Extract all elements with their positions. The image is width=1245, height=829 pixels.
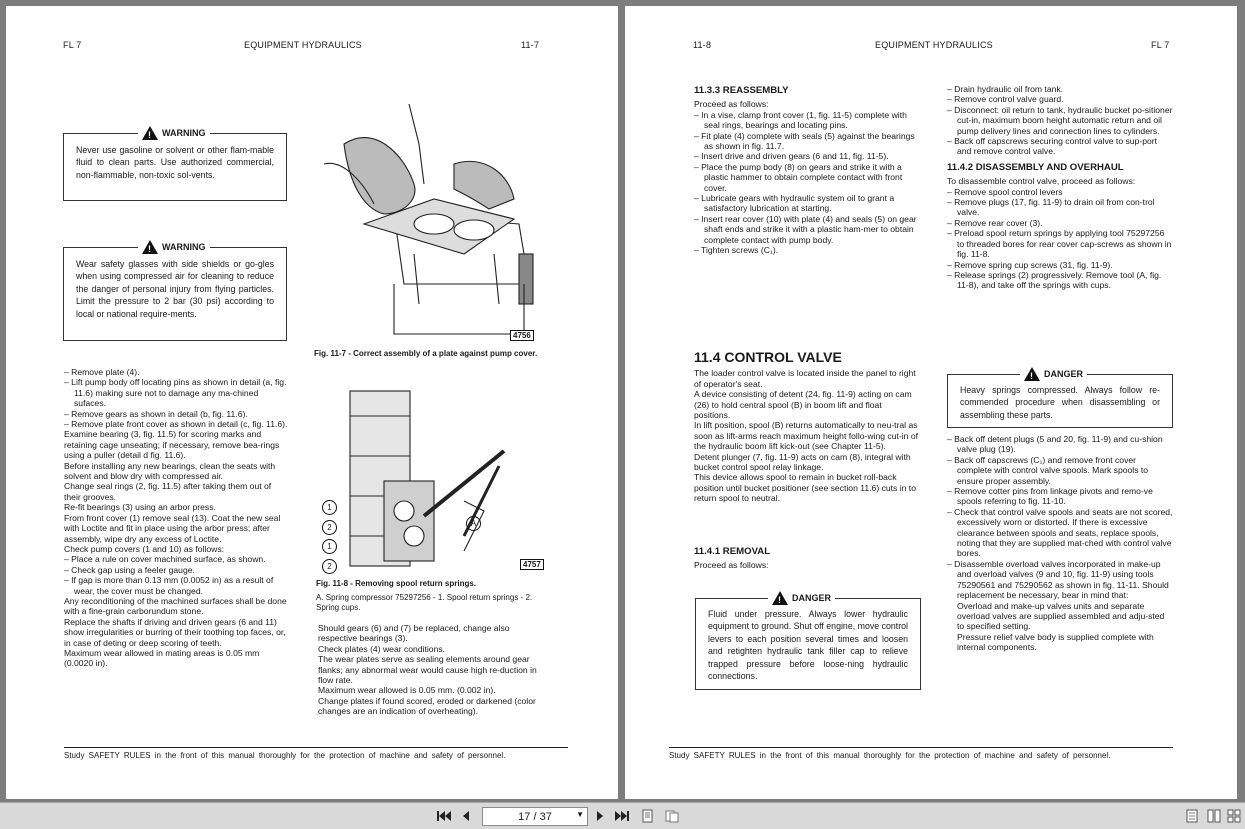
paragraph: – Disassemble overload valves incorporated in make-up and overload valves (9 and 10, fig. 11-9) using tools 75290561 and 75290562 as shown in fig. 11-11. Should replacement be necessary, bear in mind that: bbox=[947, 558, 1169, 601]
callout: 2 bbox=[322, 520, 337, 535]
paragraph: – Release springs (2) progressively. Remove tool (A, fig. 11-8), and take off the springs with cups. bbox=[947, 269, 1162, 291]
paragraph: Replace the shafts if driving and driven gears (6 and 11) show irregularities or burring of their toothing top faces, or, in case of deting or deep scoring of teeth. bbox=[64, 616, 286, 648]
warning-box bbox=[63, 127, 287, 201]
paragraph: – Remove cotter pins from linkage pivots and remo-ve spools referring to fig. 11-10. bbox=[947, 486, 1153, 507]
two-page-icon[interactable] bbox=[664, 808, 680, 824]
paragraph: In lift position, spool (B) returns automatically to neu-tral as soon as lift-arms reach maximum height follo-wing cut-in of the hydraulic boom lift kick-out (see Chapter 11-5). bbox=[694, 420, 918, 452]
figure-number: 4756 bbox=[510, 330, 534, 341]
safety-footer: Study SAFETY RULES in the front of this manual thoroughly for the protection of machine and safety of personnel. bbox=[64, 747, 568, 760]
paragraph: – Check that control valve spools and seats are not scored, excessively worn or distorted. If there is excessive clearance between spools and seats, replace spools, noting that they are supplied mat-ched with control valve bores. bbox=[947, 506, 1173, 559]
callout: 1 bbox=[322, 500, 337, 515]
removal-section bbox=[694, 545, 920, 571]
paragraph: – Back off capscrews securing control valve to sup-port and remove control valve. bbox=[947, 136, 1158, 157]
scroll-view-icon[interactable] bbox=[1184, 808, 1200, 824]
warning-text: Wear safety glasses with side shields or go-gles when using compressed air for cleaning to reduce the danger of personal injury from flying particles. Limit the pressure to 2 bar (30 psi) according to local or national require-ments. bbox=[76, 259, 274, 319]
paragraph: Maximum wear allowed is 0.05 mm. (0.002 in). bbox=[318, 685, 496, 696]
paragraph: A device consisting of detent (24, fig. 11-9) acting on cam (26) to hold central spool (B) in boom lift and float positions. bbox=[694, 389, 912, 421]
danger-text: Fluid under pressure. Always lower hydraulic equipment to ground. Shut off engine, move control levers to each position several times and loosen and retighten hydraulic tank filler cap to relieve trapped pressure before loose-ning hydraulic connections. bbox=[708, 609, 908, 682]
right-column-text-continued bbox=[947, 434, 1173, 653]
prev-page-icon[interactable] bbox=[458, 808, 474, 824]
figure-number: 4757 bbox=[520, 559, 544, 570]
warning-header bbox=[138, 126, 210, 140]
figure-11-7 bbox=[314, 104, 538, 340]
paragraph: – Place a rule on cover machined surface, as shown. bbox=[64, 554, 266, 565]
paragraph: – If gap is more than 0.13 mm (0.0052 in) as a result of wear, the cover must be changed. bbox=[64, 575, 274, 596]
danger-header bbox=[768, 591, 835, 605]
paragraph: – Back off detent plugs (5 and 20, fig. 11-9) and cu-shion valve plug (19). bbox=[947, 434, 1163, 455]
left-page bbox=[6, 6, 618, 799]
paragraph: – Lubricate gears with hydraulic system oil to grant a satisfactory lubrication at starting. bbox=[694, 193, 895, 214]
warning-icon bbox=[142, 126, 158, 140]
paragraph: – Remove plate (4). bbox=[64, 367, 140, 377]
paragraph: Proceed as follows: bbox=[694, 560, 769, 571]
danger-text: Heavy springs compressed. Always follow re-commended procedure when disassembling or assembling these parts. bbox=[960, 385, 1160, 420]
last-page-icon[interactable] bbox=[614, 808, 630, 824]
danger-header bbox=[1020, 367, 1087, 381]
single-page-icon[interactable] bbox=[640, 808, 656, 824]
section-heading: 11.4.2 DISASSEMBLY AND OVERHAUL bbox=[947, 161, 1124, 173]
paragraph: Change seal rings (2, fig. 11.5) after taking them out of their grooves. bbox=[64, 481, 272, 502]
header-page-number: 11-7 bbox=[521, 40, 540, 50]
warning-label: WARNING bbox=[162, 241, 206, 252]
paragraph: Examine bearing (3, fig. 11.5) for scoring marks and retaining cage unseating; if necessary, remove bea-rings using a puller (detail d fig. 11.6). bbox=[64, 429, 280, 461]
warning-header bbox=[138, 240, 210, 254]
section-heading: 11.4.1 REMOVAL bbox=[694, 546, 771, 557]
paragraph: Proceed as follows: bbox=[694, 99, 769, 110]
danger-icon bbox=[772, 591, 788, 605]
paragraph: – Remove gears as shown in detail (b, fig. 11.6). bbox=[64, 408, 248, 419]
figure-caption: Fig. 11-7 - Correct assembly of a plate against pump cover. bbox=[314, 349, 538, 358]
danger-icon bbox=[1024, 367, 1040, 381]
warning-box bbox=[63, 241, 287, 341]
danger-label: DANGER bbox=[1044, 368, 1084, 379]
danger-box bbox=[947, 368, 1173, 428]
grid-view-icon[interactable] bbox=[1226, 808, 1242, 824]
callout: 1 bbox=[322, 539, 337, 554]
control-valve-section bbox=[694, 348, 920, 504]
header-right: FL 7 bbox=[1151, 40, 1170, 50]
warning-text: Never use gasoline or solvent or other flam-mable fluid to clean parts. Use authorized commercial, non-flammable, non-toxic sol-vents. bbox=[76, 145, 274, 180]
paragraph: Maximum wear allowed in mating areas is 0.05 mm (0.0020 in). bbox=[64, 647, 260, 669]
figure-11-8 bbox=[314, 386, 548, 576]
paragraph: The wear plates serve as sealing elements around gear flanks; any abnormal wear would cause high re-duction in flow rate. bbox=[318, 654, 537, 686]
page-indicator: 17 / 37 bbox=[518, 810, 552, 823]
first-page-icon[interactable] bbox=[436, 808, 452, 824]
paragraph: – Fit plate (4) complete with seals (5) against the bearings as shown in fig. 11.7. bbox=[694, 130, 915, 152]
paragraph: From front cover (1) remove seal (13). Coat the new seal with Loctite and fit in place using the arbor press; after assembly, wipe dry any excess of Loctite. bbox=[64, 512, 281, 544]
safety-footer: Study SAFETY RULES in the front of this manual thoroughly for the protection of machine and safety of personnel. bbox=[669, 747, 1173, 760]
paragraph: Any reconditioning of the machined surfaces shall be done with a fine-grain carborundum stone. bbox=[64, 595, 287, 617]
header-page-number: 11-8 bbox=[693, 40, 712, 50]
next-page-icon[interactable] bbox=[592, 808, 608, 824]
right-column-text bbox=[318, 623, 550, 717]
paragraph: This device allows spool to remain in bucket roll-back position until bucket positioner (see section 11.6) cuts in to return spool to neutral. bbox=[694, 472, 916, 504]
paragraph: Re-fit bearings (3) using an arbor press. bbox=[64, 502, 216, 513]
paragraph: – Remove plate front cover as shown in detail (c, fig. 11.6). bbox=[64, 419, 288, 430]
callout: A bbox=[466, 516, 481, 531]
facing-view-icon[interactable] bbox=[1206, 808, 1222, 824]
paragraph: Detent plunger (7, fig. 11-9) acts on cam (8), integral with bucket control spool relay linkage. bbox=[694, 451, 911, 473]
danger-label: DANGER bbox=[792, 592, 832, 603]
control-valve-illustration bbox=[314, 386, 548, 576]
paragraph: Check plates (4) wear conditions. bbox=[318, 643, 446, 654]
paragraph: – Lift pump body off locating pins as shown in detail (a, fig. 11.6) making sure not to damage any ma-chined sufaces. bbox=[64, 377, 287, 409]
chevron-down-icon: ▼ bbox=[576, 810, 584, 819]
paragraph: Before installing any new bearings, clean the seats with solvent and blow dry with compressed air. bbox=[64, 460, 276, 482]
paragraph: – Remove rear cover (3). bbox=[947, 217, 1043, 228]
paragraph: – In a vise, clamp front cover (1, fig. 11-5) complete with seal rings, bearings and locating pins. bbox=[694, 109, 907, 131]
paragraph: – Remove spool control levers bbox=[947, 186, 1063, 197]
section-heading: 11.3.3 REASSEMBLY bbox=[694, 85, 789, 96]
paragraph: Overload and make-up valves units and separate overload valves are supplied assembled and adju-sted to specified setting. bbox=[957, 600, 1165, 632]
left-column-text bbox=[64, 367, 290, 669]
paragraph: – Disconnect: oil return to tank, hydraulic bucket po-sitioner cut-in, maximum boom height automatic return and oil pump delivery lines and connection lines to cylinders. bbox=[947, 104, 1173, 136]
left-column-text bbox=[694, 84, 920, 256]
figure-caption: Fig. 11-8 - Removing spool return springs. bbox=[316, 579, 477, 588]
header-title: EQUIPMENT HYDRAULICS bbox=[875, 40, 993, 50]
pump-assembly-illustration bbox=[314, 104, 538, 340]
danger-box bbox=[695, 592, 921, 690]
paragraph: Should gears (6) and (7) be replaced, change also respective bearings (3). bbox=[318, 623, 510, 644]
paragraph: – Remove control valve guard. bbox=[947, 94, 1064, 105]
warning-label: WARNING bbox=[162, 127, 206, 138]
paragraph: The loader control valve is located inside the panel to right of operator's seat. bbox=[694, 368, 916, 389]
header-title: EQUIPMENT HYDRAULICS bbox=[244, 40, 362, 50]
viewer-toolbar bbox=[0, 802, 1245, 829]
section-heading: 11.4 CONTROL VALVE bbox=[694, 349, 842, 365]
paragraph: – Place the pump body (8) on gears and strike it with a plastic hammer to obtain complete contact with front cover. bbox=[694, 161, 903, 193]
paragraph: – Insert drive and driven gears (6 and 11, fig. 11-5). bbox=[694, 151, 889, 162]
paragraph: – Insert rear cover (10) with plate (4) and seals (5) on gear shaft ends and strike it with a plastic ham-mer to obtain complete contact with pump body. bbox=[694, 213, 917, 245]
paragraph: – Back off capscrews (C₁) and remove front cover complete with control valve spools. Mark spools to ensure proper assembly. bbox=[947, 454, 1149, 486]
paragraph: To disassemble control valve, proceed as follows: bbox=[947, 176, 1136, 187]
paragraph: Pressure relief valve body is supplied complete with internal components. bbox=[957, 631, 1154, 653]
paragraph: – Remove spring cup screws (31, fig. 11-9). bbox=[947, 259, 1113, 270]
paragraph: Check pump covers (1 and 10) as follows: bbox=[64, 543, 225, 554]
right-column-text bbox=[947, 84, 1173, 291]
header-left: FL 7 bbox=[63, 40, 82, 50]
right-page bbox=[625, 6, 1237, 799]
figure-subcaption: A. Spring compressor 75297256 - 1. Spool return springs - 2. Spring cups. bbox=[316, 593, 533, 612]
paragraph: – Drain hydraulic oil from tank. bbox=[947, 84, 1064, 94]
paragraph: – Preload spool return springs by applying tool 75297256 to threaded bores for rear cover cap-screws as shown in fig. 11-8. bbox=[947, 228, 1172, 260]
paragraph: – Tighten screws (C₁). bbox=[694, 245, 779, 256]
callout: 2 bbox=[322, 559, 337, 574]
warning-icon bbox=[142, 240, 158, 254]
paragraph: – Remove plugs (17, fig. 11-9) to drain oil from con-trol valve. bbox=[947, 197, 1155, 218]
paragraph: – Check gap using a feeler gauge. bbox=[64, 564, 195, 575]
paragraph: Change plates if found scored, eroded or darkened (color changes are an indication of overheating). bbox=[318, 695, 536, 717]
page-number-select[interactable] bbox=[482, 807, 588, 826]
